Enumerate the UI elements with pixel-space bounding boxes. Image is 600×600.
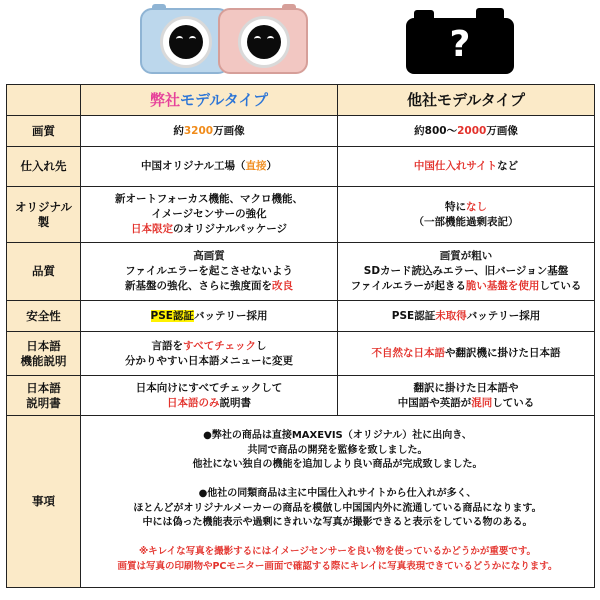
other-cell: 翻訳に掛けた日本語や 中国語や英語が混同している [338,376,595,416]
table-row [7,301,595,332]
table-row [7,416,595,588]
other-cell: 特になし （一部機能過剰表記） [338,187,595,243]
row-label: 仕入れ先 [7,147,81,187]
smiley-face-icon [169,25,203,59]
header-images [0,0,600,82]
table-row [7,116,595,147]
notes-cell: ●弊社の商品は直接MAXEVIS（オリジナル）社に出向き、 共同で商品の開発を監修を致しました。 他社にない独自の機能を追加しより良い商品が完成致しました。 ●他社の同類商品は主に中国仕入れサイトから仕入れが多く、 ほとんどがオリジナルメーカーの商品を模倣し中国国内外に流通している商品になります。 中には偽った機能表示や過剰にきれいな写真が撮影できると表示をしている物のある。 ※キレイな写真を撮影するにはイメージセンサーを良い物を使っているかどうかが重要です。 画質は写真の印刷物やPCモニター画面で確認する際にキレイに写真表現できているどうかになります。 [81,416,595,588]
comparison-table [6,84,595,588]
row-label: 画質 [7,116,81,147]
camera-lens [160,16,212,68]
row-label: 日本語 説明書 [7,376,81,416]
table-row [7,243,595,301]
own-cell: 新オートフォーカス機能、マクロ機能、 イメージセンサーの強化 日本限定のオリジナルパッケージ [81,187,338,243]
other-cell: PSE認証未取得バッテリー採用 [338,301,595,332]
table-header-row [7,85,595,116]
camera-lens [238,16,290,68]
own-model-header: 弊社モデルタイプ [81,85,338,116]
question-mark: ? [449,24,471,65]
own-cell: 日本向けにすべてチェックして 日本語のみ説明書 [81,376,338,416]
camera-knob [152,4,166,10]
pink-camera-image [218,8,308,74]
own-cell: 中国オリジナル工場（直接） [81,147,338,187]
row-label: 日本語 機能説明 [7,332,81,376]
other-cell: 不自然な日本語や翻訳機に掛けた日本語 [338,332,595,376]
other-model-header: 他社モデルタイプ [338,85,595,116]
row-label: 品質 [7,243,81,301]
own-cell: 言語をすべてチェックし 分かりやすい日本語メニューに変更 [81,332,338,376]
other-cell: 中国仕入れサイトなど [338,147,595,187]
table-row [7,332,595,376]
row-label: 事項 [7,416,81,588]
blue-camera-image [140,8,230,74]
header-blank-cell [7,85,81,116]
table-row [7,376,595,416]
camera-knob [282,4,296,10]
own-cell: 高画質 ファイルエラーを起こさせないよう 新基盤の強化、さらに強度面を改良 [81,243,338,301]
own-cell: 約3200万画像 [81,116,338,147]
mystery-camera-icon [406,8,514,74]
smiley-face-icon [247,25,281,59]
table-row [7,147,595,187]
other-cell: 約800〜2000万画像 [338,116,595,147]
own-cell: PSE認証バッテリー採用 [81,301,338,332]
table-row [7,187,595,243]
other-cell: 画質が粗い SDカード読込みエラー、旧バージョン基盤 ファイルエラーが起きる脆い基盤を使用している [338,243,595,301]
row-label: 安全性 [7,301,81,332]
row-label: オリジナル製 [7,187,81,243]
